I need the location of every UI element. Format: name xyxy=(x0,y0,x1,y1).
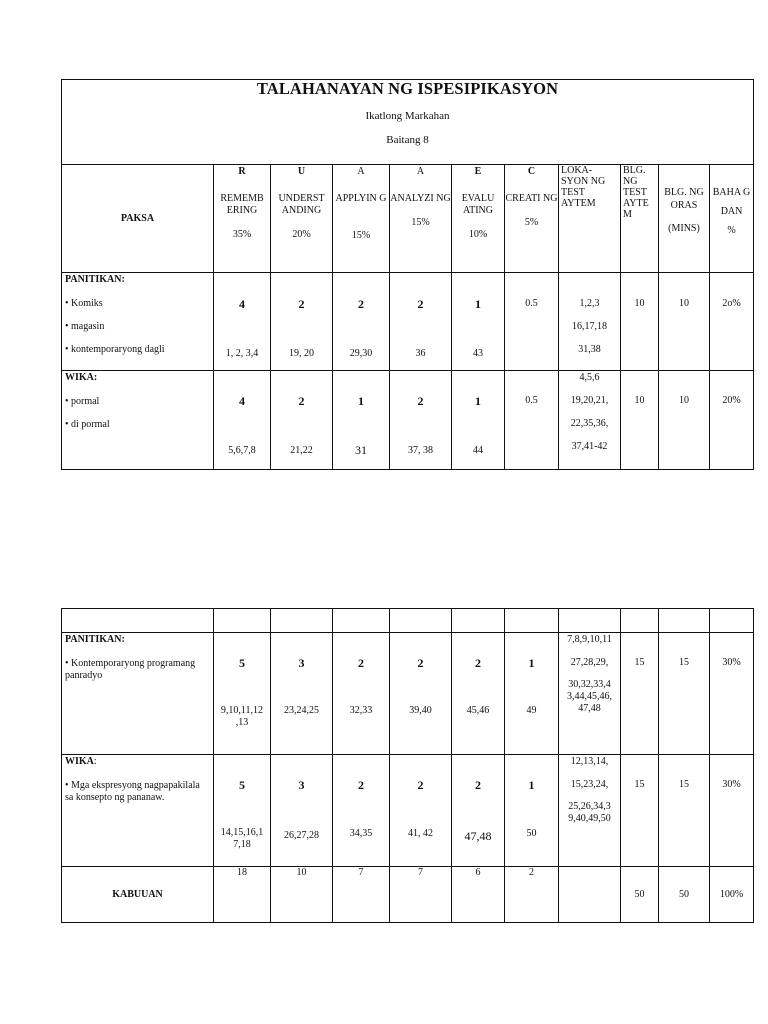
topic-cell: PANITIKAN: • Komiks • magasin • kontemporaryong dagli xyxy=(62,273,214,371)
analyzing-cell: 2 41, 42 xyxy=(390,755,452,867)
understanding-header: U UNDERST ANDING 20% xyxy=(271,165,333,273)
list-item: • kontemporaryong dagli xyxy=(65,344,165,355)
list-item: • pormal xyxy=(65,396,100,407)
lokasyon-header: LOKA- SYON NG TEST AYTEM xyxy=(559,165,621,273)
applying-cell: 1 31 xyxy=(333,371,390,470)
evaluating-cell: 2 47,48 xyxy=(452,755,505,867)
applying-cell: 2 29,30 xyxy=(333,273,390,371)
empty-header-row xyxy=(62,609,754,633)
quarter-label: Ikatlong Markahan xyxy=(365,110,450,122)
specification-table-bottom xyxy=(61,608,754,923)
blg-test-cell: 15 xyxy=(621,633,659,755)
grade-label: Baitang 8 xyxy=(386,134,429,146)
remembering-cell: 5 14,15,16,1 7,18 xyxy=(214,755,271,867)
evaluating-cell: 1 44 xyxy=(452,371,505,470)
bahagdan-cell: 30% xyxy=(710,755,754,867)
lokasyon-cell: 12,13,14, 15,23,24, 25,26,34,3 9,40,49,50 xyxy=(559,755,621,867)
total-lokasyon xyxy=(559,867,621,923)
creating-header: C CREATI NG 5% xyxy=(505,165,559,273)
list-item: • Kontemporaryong programang panradyo xyxy=(65,658,196,681)
understanding-cell: 2 21,22 xyxy=(271,371,333,470)
lokasyon-cell: 1,2,3 16,17,18 31,38 xyxy=(559,273,621,371)
total-creating: 2 xyxy=(505,867,559,923)
total-applying: 7 xyxy=(333,867,390,923)
blg-oras-cell: 15 xyxy=(659,755,710,867)
total-analyzing: 7 xyxy=(390,867,452,923)
blg-test-aytem-header: BLG. NG TEST AYTE M xyxy=(621,165,659,273)
applying-cell: 2 32,33 xyxy=(333,633,390,755)
evaluating-cell: 2 45,46 xyxy=(452,633,505,755)
creating-cell: 1 50 xyxy=(505,755,559,867)
total-bahagdan: 100% xyxy=(710,867,754,923)
blg-oras-cell: 10 xyxy=(659,371,710,470)
analyzing-cell: 2 37, 38 xyxy=(390,371,452,470)
creating-cell: 0.5 xyxy=(505,273,559,371)
list-item: • Mga ekspresyong nagpapakilala sa konsepto ng pananaw. xyxy=(65,780,200,803)
applying-header: A APPLYIN G 15% xyxy=(333,165,390,273)
total-remembering: 18 xyxy=(214,867,271,923)
remembering-cell: 4 5,6,7,8 xyxy=(214,371,271,470)
topic-cell: WIKA: • pormal • di pormal xyxy=(62,371,214,470)
topic-cell: WIKA: • Mga ekspresyong nagpapakilala sa konsepto ng pananaw. xyxy=(62,755,214,867)
page-title: TALAHANAYAN NG ISPESIPIKASYON xyxy=(256,79,559,98)
kabuuan-label: KABUUAN xyxy=(62,867,214,923)
total-blg-test: 50 xyxy=(621,867,659,923)
analyzing-cell: 2 36 xyxy=(390,273,452,371)
list-item: • magasin xyxy=(65,321,105,332)
remembering-cell: 4 1, 2, 3,4 xyxy=(214,273,271,371)
list-item: • di pormal xyxy=(65,419,110,430)
understanding-cell: 3 23,24,25 xyxy=(271,633,333,755)
specification-table-top xyxy=(61,79,754,470)
total-row xyxy=(62,867,754,923)
understanding-cell: 2 19, 20 xyxy=(271,273,333,371)
creating-cell: 1 49 xyxy=(505,633,559,755)
evaluating-header: E EVALU ATING 10% xyxy=(452,165,505,273)
title-cell xyxy=(62,80,754,165)
bahagdan-header: BAHA G DAN % xyxy=(710,165,754,273)
paksa-header: PAKSA xyxy=(62,165,214,273)
table-row xyxy=(62,371,754,470)
lokasyon-cell: 4,5,6 19,20,21, 22,35,36, 37,41-42 xyxy=(559,371,621,470)
table-row xyxy=(62,273,754,371)
analyzing-header: A ANALYZI NG 15% xyxy=(390,165,452,273)
total-evaluating: 6 xyxy=(452,867,505,923)
column-header-row xyxy=(62,165,754,273)
bahagdan-cell: 2o% xyxy=(710,273,754,371)
blg-test-cell: 10 xyxy=(621,273,659,371)
bahagdan-cell: 20% xyxy=(710,371,754,470)
creating-cell: 0.5 xyxy=(505,371,559,470)
evaluating-cell: 1 43 xyxy=(452,273,505,371)
blg-test-cell: 10 xyxy=(621,371,659,470)
analyzing-cell: 2 39,40 xyxy=(390,633,452,755)
blg-oras-header: BLG. NG ORAS (MINS) xyxy=(659,165,710,273)
lokasyon-cell: 7,8,9,10,11 27,28,29, 30,32,33,4 3,44,45,46, 47,48 xyxy=(559,633,621,755)
blg-oras-cell: 15 xyxy=(659,633,710,755)
table-row xyxy=(62,633,754,755)
remembering-cell: 5 9,10,11,12 ,13 xyxy=(214,633,271,755)
blg-oras-cell: 10 xyxy=(659,273,710,371)
list-item: • Komiks xyxy=(65,298,103,309)
blg-test-cell: 15 xyxy=(621,755,659,867)
applying-cell: 2 34,35 xyxy=(333,755,390,867)
remembering-header: R REMEMB ERING 35% xyxy=(214,165,271,273)
understanding-cell: 3 26,27,28 xyxy=(271,755,333,867)
total-blg-oras: 50 xyxy=(659,867,710,923)
total-understanding: 10 xyxy=(271,867,333,923)
bahagdan-cell: 30% xyxy=(710,633,754,755)
table-row xyxy=(62,755,754,867)
topic-cell: PANITIKAN: • Kontemporaryong programang panradyo xyxy=(62,633,214,755)
